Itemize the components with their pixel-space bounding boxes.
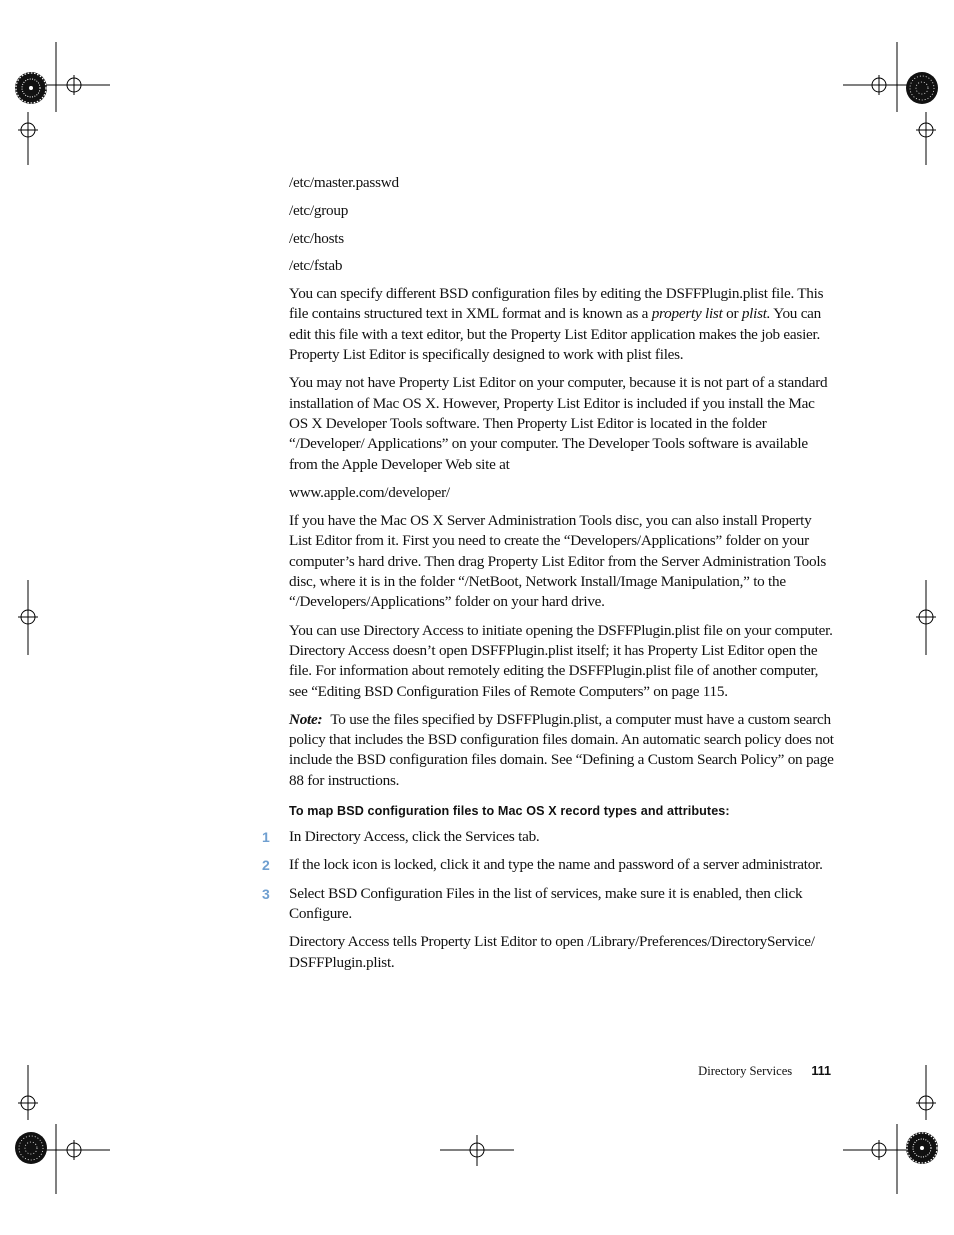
step-result: Directory Access tells Property List Editor to open /Library/Preferences/DirectoryService/ DSFFPlugin.plist. xyxy=(289,933,815,971)
step-text: Select BSD Configuration Files in the list of services, make sure it is enabled, then click Configure. xyxy=(289,884,803,922)
step-number: 1 xyxy=(262,829,270,846)
developer-url: www.apple.com/developer/ xyxy=(289,483,450,501)
page-footer xyxy=(698,1064,831,1079)
step-item xyxy=(262,884,834,925)
note xyxy=(289,710,834,791)
text-run: You can specify different BSD configuration files by editing the DSFFPlugin.plist file. This file contains structured text in XML format and is known as a xyxy=(289,285,824,323)
note-text: To use the files specified by DSFFPlugin.plist, a computer must have a custom search policy that includes the BSD configuration files domain. An automatic search policy does not include the BSD configuration files domain. See “Defining a Custom Search Policy” on page 88 for instructions. xyxy=(289,710,834,789)
step-item xyxy=(262,827,834,847)
text-run: You can edit this file with a text editor, but the Property List Editor application makes the job easier. Property List Editor is specifically designed to work with plist files. xyxy=(289,305,822,364)
paragraph-plist xyxy=(289,284,834,365)
paragraph-developer-tools: You may not have Property List Editor on your computer, because it is not part of a standard installation of Mac OS X. However, Property List Editor is included if you install the Mac OS X Developer Tools software. Then Property List Editor is located in the folder “/Developer/ Applications” on your computer. The Developer Tools software is available from the Apple Developer Web site at xyxy=(289,374,828,473)
paragraph-admin-tools: If you have the Mac OS X Server Administration Tools disc, you can also install Property List Editor from it. First you need to create the “Developers/Applications” folder on your computer’s hard drive. Then drag Property List Editor from the Server Administration Tools disc, where it is in the folder “/NetBoot, Network Install/Image Manipulation,” to the “/Developers/Applications” folder on your hard drive. xyxy=(289,512,827,611)
step-text: In Directory Access, click the Services tab. xyxy=(289,828,540,846)
step-number: 2 xyxy=(262,857,270,874)
step-text: If the lock icon is locked, click it and type the name and password of a server administrator. xyxy=(289,856,823,874)
page-body xyxy=(262,173,834,981)
emphasis: property list xyxy=(651,305,723,323)
procedure-heading: To map BSD configuration files to Mac OS X record types and attributes: xyxy=(289,804,730,819)
step-number: 3 xyxy=(262,885,270,902)
file-path: /etc/hosts xyxy=(289,229,344,247)
footer-section: Directory Services xyxy=(698,1064,793,1078)
step-item xyxy=(262,855,834,875)
file-path: /etc/group xyxy=(289,201,349,219)
emphasis: plist. xyxy=(741,305,771,323)
page-number: 111 xyxy=(811,1064,831,1078)
paragraph-directory-access: You can use Directory Access to initiate opening the DSFFPlugin.plist file on your computer. Directory Access doesn’t open DSFFPlugin.plist itself; it has Property List Editor open the file. For information about remotely editing the DSFFPlugin.plist file of another computer, see “Editing BSD Configuration Files of Remote Computers” on page 115. xyxy=(289,621,833,700)
note-label: Note: xyxy=(289,710,323,728)
file-path: /etc/fstab xyxy=(289,257,343,275)
text-run: or xyxy=(722,305,742,323)
file-path: /etc/master.passwd xyxy=(289,174,399,191)
